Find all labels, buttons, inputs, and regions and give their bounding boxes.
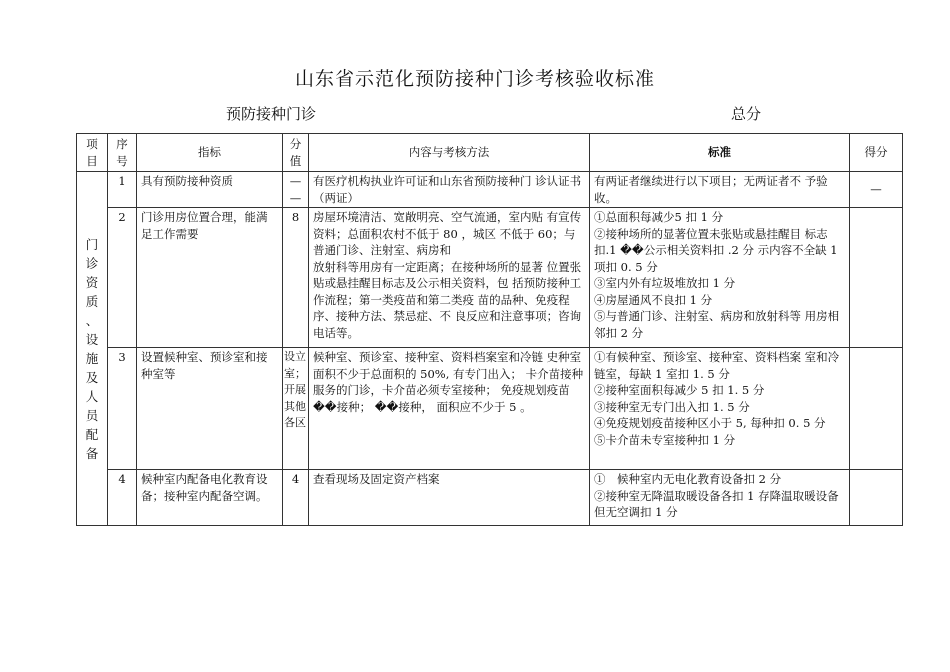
category-char: 配 [85,426,99,442]
category-char: 质 [85,293,99,309]
category-char: 、 [85,312,99,328]
content-cell: 候种室、预诊室、接种室、资料档案室和冷链 史种室面积不少于总面积的 50%, 有专门出入； 卡介苗接种服务的门诊，卡介苗必须专室接种； 免疫规划疫苗��接种； ��接种， 面积应不少于 5 。 [309,348,590,470]
earned-cell [850,348,903,470]
category-char: 人 [85,388,99,404]
standard-cell: 有两证者继续进行以下项目；无两证者不 予验收。 [590,172,850,208]
seq-cell: 1 [108,172,137,208]
standard-cell: ① 候种室内无电化教育设备扣 2 分 ②接种室无降温取暖设备各扣 1 存降温取暖设备但无空调扣 1 分 [590,470,850,526]
category-char: 设 [85,331,99,347]
table-header-row [77,134,903,172]
seq-cell: 3 [108,348,137,470]
indicator-cell: 设置候种室、预诊室和接种室等 [137,348,283,470]
standard-cell: ①总面积每减少5 扣 1 分 ②接种场所的显著位置未张贴或悬挂醒目 标志扣.1 ��公示相关资料扣 .2 分 示内容不全缺 1 项扣 0. 5 分 ③室内外有垃圾堆放扣 1 分 ④房屋通风不良扣 1 分 ⑤与普通门诊、注射室、病房和放射科等 用房相邻扣 2 分 [590,208,850,348]
seq-cell: 2 [108,208,137,348]
header-seq: 序 号 [108,134,137,172]
content-cell: 房屋环境清洁、宽敞明亮、空气流通，室内贴 有宣传资料；总面积农村不低于 80 ，城区 不低于 60；与普通门诊、注射室、病房和 放射科等用房有一定距离；在接种场所的显著 位置张贴或悬挂醒目标志及公示相关资料，包 括预防接种工作流程；第一类疫苗和第二类疫 苗的品种、免疫程序、接种方法、禁忌症、不 良反应和注意事项；咨询电话等。 [309,208,590,348]
score-cell: 4 [283,470,309,526]
header-content: 内容与考核方法 [309,134,590,172]
table-row [77,470,903,526]
category-cell [77,172,108,526]
score-cell: 设立室；开展其他各区 [283,348,309,470]
category-char: 门 [85,236,99,252]
table-row [77,172,903,208]
earned-cell [850,470,903,526]
indicator-cell: 门诊用房位置合理，能满足工作需要 [137,208,283,348]
table-row [77,348,903,470]
indicator-cell: 具有预防接种资质 [137,172,283,208]
clinic-label: 预防接种门诊 [226,105,317,123]
content-cell: 有医疗机构执业许可证和山东省预防接种门 诊认证书（两证） [309,172,590,208]
earned-cell [850,208,903,348]
document-title: 山东省示范化预防接种门诊考核验收标准 [294,68,655,90]
header-earned: 得分 [850,134,903,172]
total-score-label: 总分 [731,105,762,123]
content-cell: 查看现场及固定资产档案 [309,470,590,526]
header-item: 项 目 [77,134,108,172]
assessment-table [76,133,903,526]
header-indicator: 指标 [137,134,283,172]
standard-cell: ①有候种室、预诊室、接种室、资料档案 室和冷链室，每缺 1 室扣 1. 5 分 ②接种室面积每减少 5 扣 1. 5 分 ③接种室无专门出入扣 1. 5 分 ④免疫规划疫苗接种区小于 5, 每种扣 0. 5 分 ⑤卡介苗未专室接种扣 1 分 [590,348,850,470]
category-char: 诊 [85,255,99,271]
indicator-cell: 候种室内配备电化教育设备；接种室内配备空调。 [137,470,283,526]
category-char: 资 [85,274,99,290]
earned-cell: — [850,172,903,208]
category-char: 施 [85,350,99,366]
table-row [77,208,903,348]
score-cell: 8 [283,208,309,348]
category-char: 备 [85,445,99,461]
seq-cell: 4 [108,470,137,526]
category-char: 员 [85,407,99,423]
category-char: 及 [85,369,99,385]
header-standard: 标准 [590,134,850,172]
header-score: 分 值 [283,134,309,172]
score-cell: — — [283,172,309,208]
